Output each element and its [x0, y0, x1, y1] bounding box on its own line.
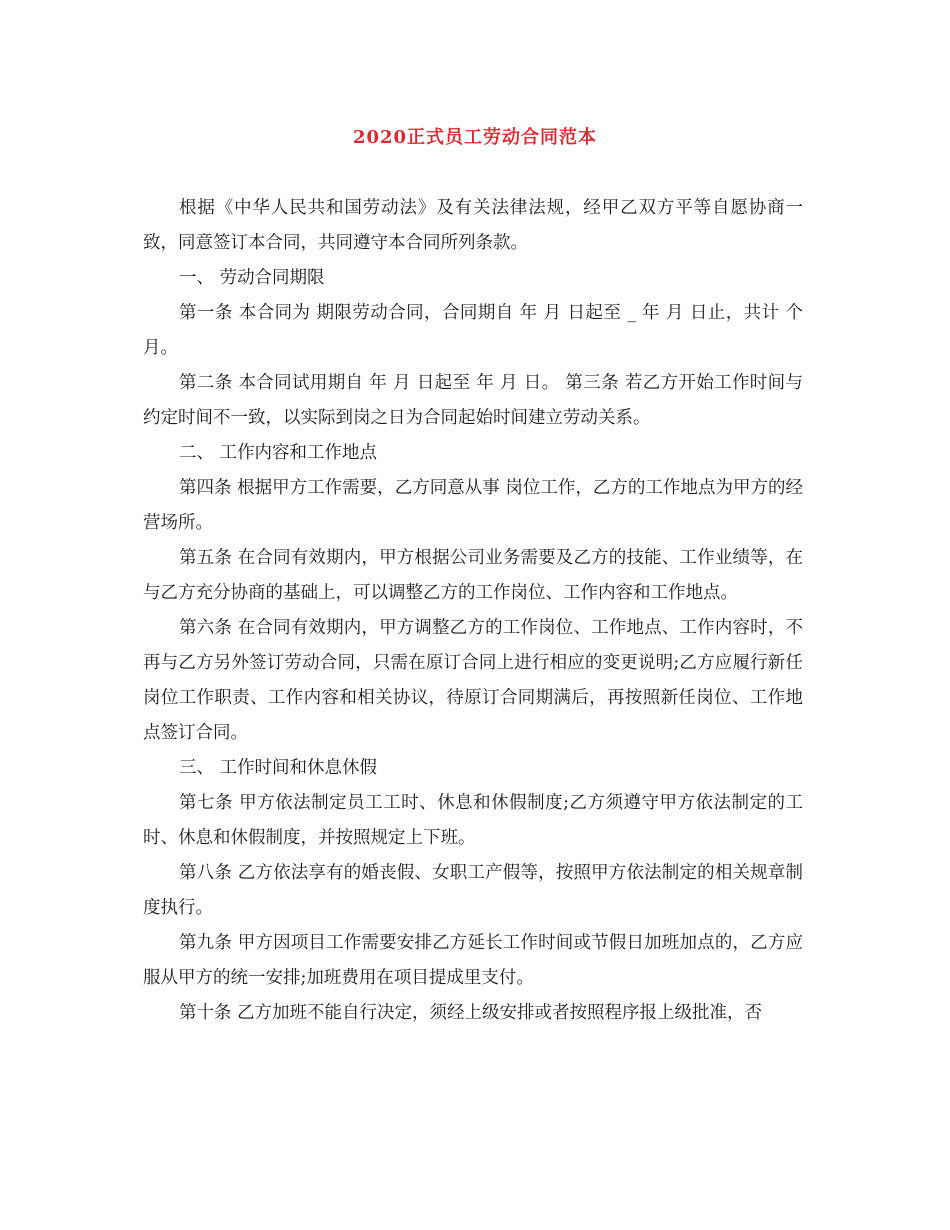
document-body — [143, 191, 803, 1031]
article-6: 第六条 在合同有效期内，甲方调整乙方的工作岗位、工作地点、工作内容时，不再与乙方另外签订劳动合同，只需在原订合同上进行相应的变更说明;乙方应履行新任岗位工作职责、工作内容和相关协议，待原订合同期满后，再按照新任岗位、工作地点签订合同。 — [143, 618, 803, 743]
article-7: 第七条 甲方依法制定员工工时、休息和休假制度;乙方须遵守甲方依法制定的工时、休息和休假制度，并按照规定上下班。 — [143, 793, 803, 848]
section-heading-working-hours: 三、 工作时间和休息休假 — [179, 758, 378, 778]
article-9: 第九条 甲方因项目工作需要安排乙方延长工作时间或节假日加班加点的，乙方应服从甲方的统一安排;加班费用在项目提成里支付。 — [143, 933, 803, 988]
article-5: 第五条 在合同有效期内，甲方根据公司业务需要及乙方的技能、工作业绩等，在与乙方充分协商的基础上，可以调整乙方的工作岗位、工作内容和工作地点。 — [143, 548, 803, 603]
article-8: 第八条 乙方依法享有的婚丧假、女职工产假等，按照甲方依法制定的相关规章制度执行。 — [143, 863, 803, 918]
paragraph-preamble: 根据《中华人民共和国劳动法》及有关法律法规，经甲乙双方平等自愿协商一致，同意签订本合同，共同遵守本合同所列条款。 — [143, 198, 803, 253]
article-2-3: 第二条 本合同试用期自 年 月 日起至 年 月 日。 第三条 若乙方开始工作时间与约定时间不一致，以实际到岗之日为合同起始时间建立劳动关系。 — [143, 373, 803, 428]
article-4: 第四条 根据甲方工作需要，乙方同意从事 岗位工作，乙方的工作地点为甲方的经营场所。 — [143, 478, 803, 533]
section-heading-work-content: 二、 工作内容和工作地点 — [179, 443, 378, 463]
article-1: 第一条 本合同为 期限劳动合同，合同期自 年 月 日起至 _ 年 月 日止，共计 个月。 — [143, 303, 803, 358]
document-title: 2020正式员工劳动合同范本 — [352, 127, 598, 148]
section-heading-contract-term: 一、 劳动合同期限 — [179, 268, 325, 288]
article-10: 第十条 乙方加班不能自行决定，须经上级安排或者按照程序报上级批准，否 — [179, 1003, 763, 1023]
